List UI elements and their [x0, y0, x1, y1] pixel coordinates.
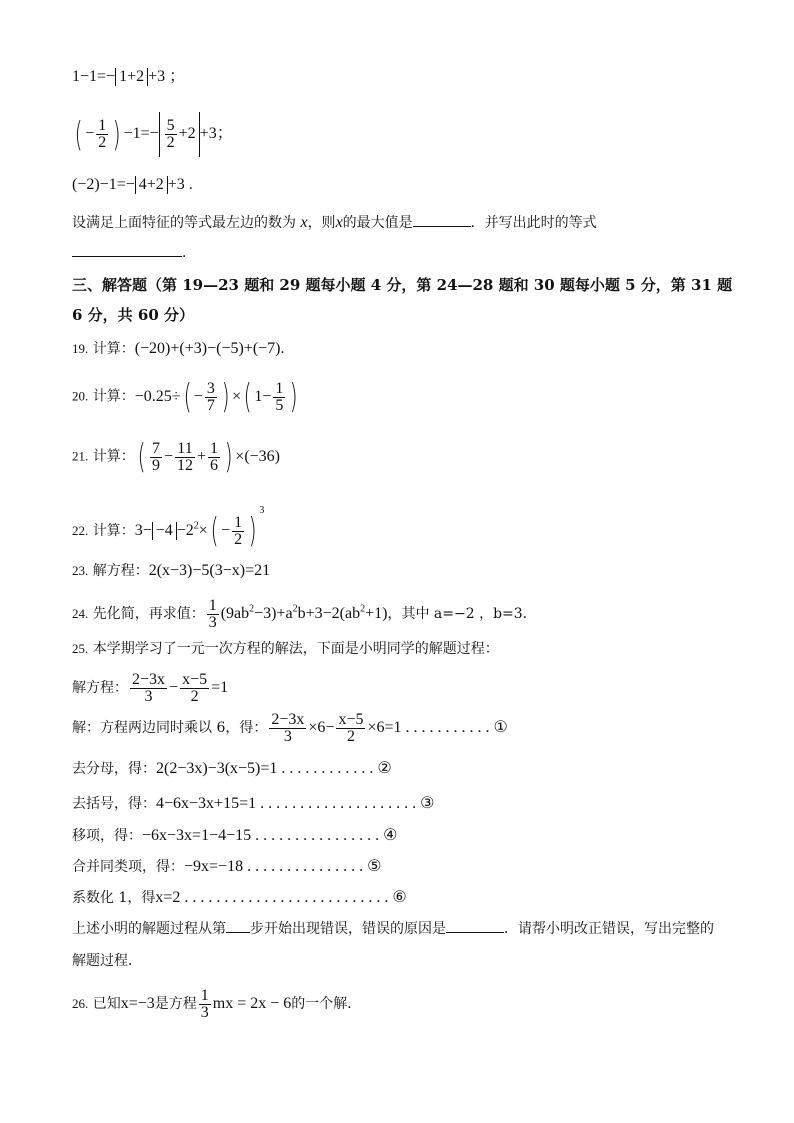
q25-equation: 解方程： $\frac{2-3x}{3}$ − $\frac{x-5}{2}$ =1 [72, 671, 229, 705]
section-title-cont: 6 分，共 60 分） [72, 306, 194, 324]
problem-18-blank: ． [72, 244, 196, 262]
q25-step-1: 去分母，得：2(2−3x)−3(x−5)=1 . . . . . . . . . . . . ② [72, 760, 392, 777]
equation-line-3: (−2)−1=− 4+2 +3 . [72, 176, 193, 194]
q25-step-4: 合并同类项，得：−9x=−18 . . . . . . . . . . . . . . . ⑤ [72, 858, 382, 875]
q25-step-0: 解：方程两边同时乘以 6，得： $\frac{2-3x}{3}$ ×6− $\frac{x-5}{2}$ ×6=1 . . . . . . . . . . . ① [72, 711, 508, 745]
q25-step-2: 去括号，得：4−6x−3x+15=1 . . . . . . . . . . . . . . . . . . . . ③ [72, 795, 435, 812]
question-22: 22. 计算：$3- -4 -2^2\times$( − $\frac{1}{2}$ )$^3$ [72, 505, 265, 552]
problem-18-text: 设满足上面特征的等式最左边的数为 x，则x的最大值是 ．并写出此时的等式 [72, 214, 597, 231]
q25-question-cont: 解题过程． [72, 953, 142, 969]
equation-line-1: 1−1=− 1+2 +3 ； [72, 68, 186, 86]
q25-step-5: 系数化 1，得x=2 . . . . . . . . . . . . . . . . . . . . . . . . . . ⑥ [72, 889, 407, 906]
question-20: 20. 计算：−0.25÷( − $\frac{3}{7}$ ) ×( 1− $\frac{1}{5}$ ) [72, 377, 299, 417]
q25-question: 上述小明的解题过程从第 步开始出现错误，错误的原因是 ．请帮小明改正错误，写出完整的 [72, 921, 714, 937]
question-23: 23. 解方程：2(x−3)−5(3−x)=21 [72, 562, 271, 579]
section-title: 三、解答题（第 19—23 题和 29 题每小题 4 分，第 24—28 题和 30 题每小题 5 分，第 31 题 [72, 276, 733, 294]
question-19: 19. 计算：(−20)+(+3)−(−5)+(−7). [72, 340, 285, 357]
question-21: 21. 计算：( $\frac{7}{9}$ − $\frac{11}{12}$ + $\frac{1}{6}$ ) ×(−36) [72, 437, 280, 477]
q25-step-3: 移项，得：−6x−3x=1−4−15 . . . . . . . . . . . . . . . . ④ [72, 827, 398, 844]
equation-line-2: ( − $\frac{1}{2}$ ) −1=− $\frac{5}{2}$ +2 +3； [72, 112, 233, 157]
question-24: 24. 先化简，再求值： $\frac{1}{3}$ $(9ab^2-3)+a^2b+3-2(ab^2+1)$，其中 a=−2 ，b=3． [72, 597, 537, 631]
question-26: 26. 已知x=−3是方程 $\frac{1}{3}$ mx = 2x − 6的一个解． [72, 987, 362, 1021]
question-25: 25. 本学期学习了一元一次方程的解法，下面是小明同学的解题过程： [72, 641, 499, 657]
